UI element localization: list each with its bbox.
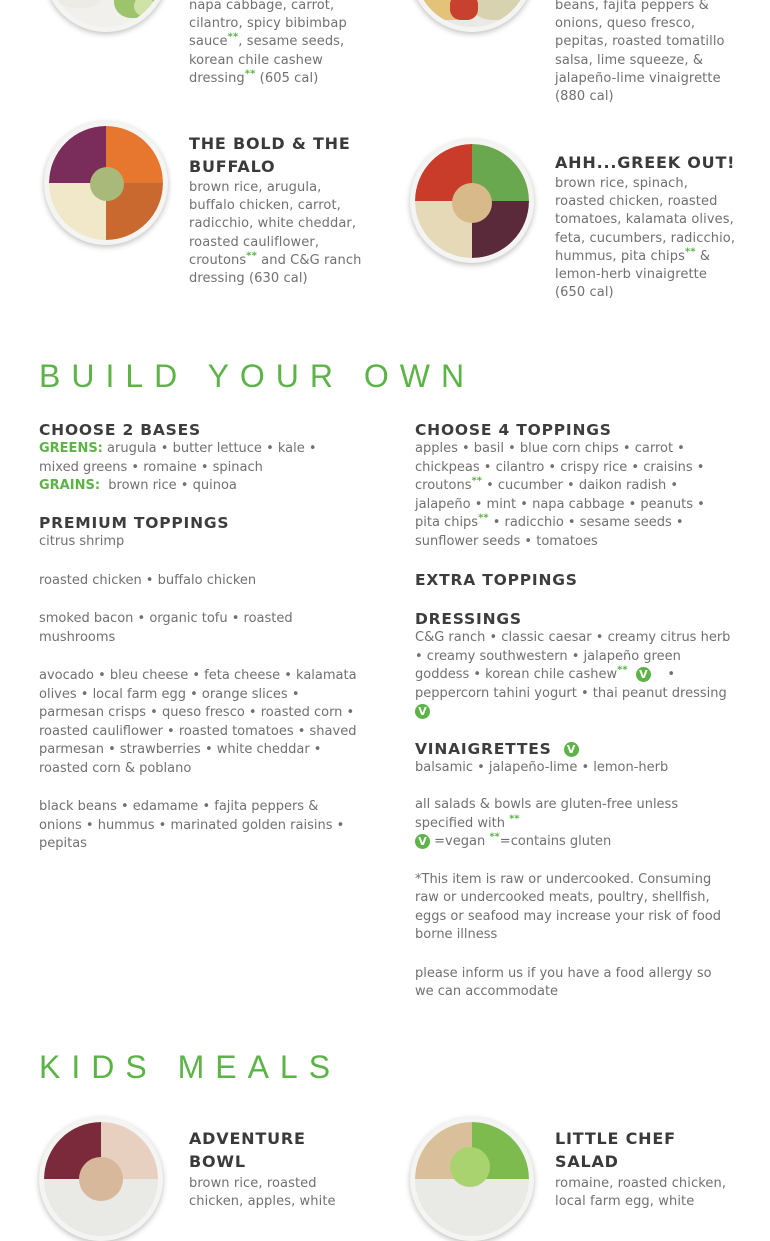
premium-toppings-heading: PREMIUM TOPPINGS (39, 514, 230, 532)
dish-description: brown rice, roasted chicken, apples, white (189, 1176, 336, 1210)
bibimbap-description-tail: napa cabbage, carrot, cilantro, spicy bibimbap sauce**, sesame seeds, korean chile cashew dressing** (605 cal) (189, 0, 347, 86)
kids-adventure-bowl (189, 1127, 359, 1211)
dressings-heading: DRESSINGS (415, 610, 522, 628)
dish-photo-greek-out (410, 139, 534, 263)
greens-list: GREENS: arugula • butter lettuce • kale • mixed greens • romaine • spinach (39, 441, 317, 475)
vegan-icon: V (415, 704, 430, 719)
dish-description: brown rice, arugula, buffalo chicken, carrot, radicchio, white cheddar, roasted cauliflower, croutons** and C&G ranch dressing (630 cal) (189, 180, 362, 287)
vegan-icon: V (564, 742, 579, 757)
kids-meals-title: KIDS MEALS (39, 1049, 342, 1085)
vegan-icon: V (636, 667, 651, 682)
dish-photo-little-chef-salad (410, 1117, 534, 1241)
toppings-list: apples • basil • blue corn chips • carrot • chickpeas • cilantro • crispy rice • craisins • croutons** • cucumber • daikon radish • jalapeño • mint • napa cabbage • peanuts • pita chips** • radicchio • sesame seeds • sunflower seeds • tomatoes (415, 441, 705, 549)
extra-toppings-heading: EXTRA TOPPINGS (415, 571, 578, 589)
choose-bases-section (39, 420, 354, 496)
dish-name: ADVENTURE BOWL (189, 1129, 306, 1171)
dressings-list: C&G ranch • classic caesar • creamy citrus herb • creamy southwestern • jalapeño green goddess • korean chile cashew** V • peppercorn tahini yogurt • thai peanut dressing V (415, 630, 731, 718)
dish-description: brown rice, spinach, roasted chicken, roasted tomatoes, kalamata olives, feta, cucumbers, radicchio, hummus, pita chips** & lemon-herb vinaigrette (650 cal) (555, 176, 736, 301)
dish-name: AHH...GREEK OUT! (555, 153, 736, 172)
dish-photo-fajita (410, 0, 534, 32)
allergy-note: please inform us if you have a food allergy so we can accommodate (415, 965, 712, 999)
premium-group: avocado • bleu cheese • feta cheese • kalamata olives • local farm egg • orange slices • parmesan crisps • queso fresco • roasted corn • roasted cauliflower • roasted tomatoes • shaved parmesan • strawberries • white cheddar • roasted corn & poblano (39, 668, 357, 776)
dish-photo-adventure-bowl (39, 1117, 163, 1241)
vegan-icon: V (415, 834, 430, 849)
dish-photo-bold-buffalo (44, 121, 168, 245)
choose-bases-heading: CHOOSE 2 BASES (39, 421, 201, 439)
kids-little-chef-salad (555, 1127, 730, 1211)
vinaigrettes-list: balsamic • jalapeño-lime • lemon-herb (415, 759, 669, 775)
dish-description: romaine, roasted chicken, local farm egg, white (555, 1176, 727, 1210)
choose-toppings-heading: CHOOSE 4 TOPPINGS (415, 421, 612, 439)
vinaigrettes-heading: VINAIGRETTES V (415, 739, 733, 759)
dish-bold-buffalo (189, 132, 367, 288)
dish-photo-bibimbap (44, 0, 168, 32)
premium-group: roasted chicken • buffalo chicken (39, 572, 257, 588)
gluten-note: all salads & bowls are gluten-free unless specified with ** V =vegan **=contains gluten (415, 797, 679, 849)
premium-group: black beans • edamame • fajita peppers & onions • hummus • marinated golden raisins • pepitas (39, 799, 345, 851)
dish-name: THE BOLD & THE BUFFALO (189, 134, 351, 176)
premium-toppings-section (39, 513, 357, 854)
dish-greek-out (555, 151, 737, 302)
premium-group: citrus shrimp (39, 534, 125, 549)
grains-list: GRAINS: brown rice • quinoa (39, 478, 237, 493)
fajita-description-tail: beans, fajita peppers & onions, queso fresco, pepitas, roasted tomatillo salsa, lime squeeze, & jalapeño-lime vinaigrette (880 cal) (555, 0, 725, 105)
choose-toppings-section (415, 420, 733, 1002)
build-your-own-title: BUILD YOUR OWN (39, 358, 476, 394)
premium-group: smoked bacon • organic tofu • roasted mushrooms (39, 611, 293, 645)
dish-name: LITTLE CHEF SALAD (555, 1129, 676, 1171)
raw-food-warning: *This item is raw or undercooked. Consuming raw or undercooked meats, poultry, shellfish, eggs or seafood may increase your risk of food borne illness (415, 871, 721, 942)
